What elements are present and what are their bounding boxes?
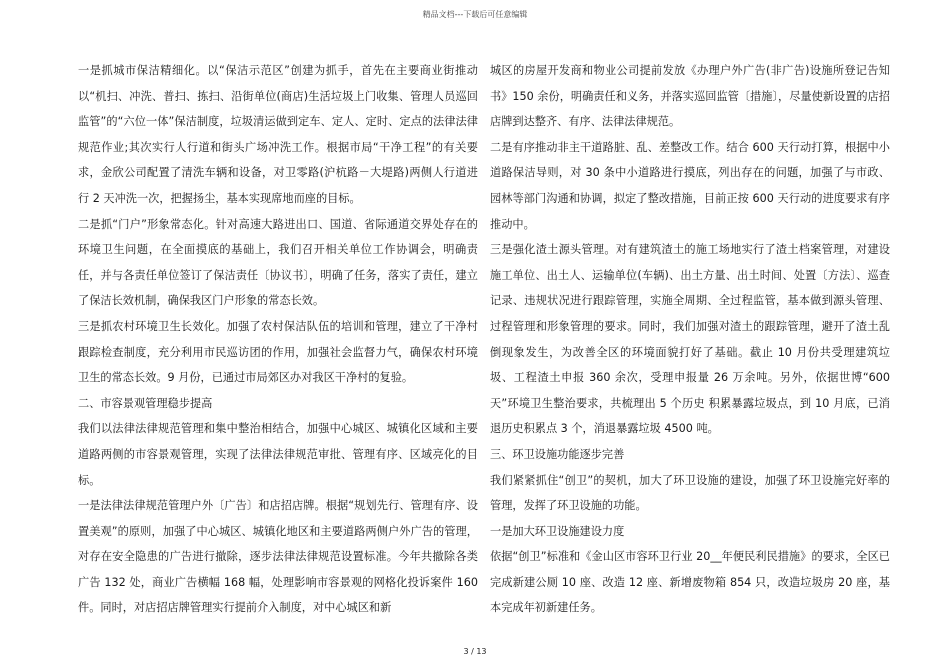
page-number: 3 / 13 — [463, 647, 487, 656]
paragraph-facilities-intro: 我们紧紧抓住“创卫”的契机，加大了环卫设施的建设，加强了环卫设施完好率的管理，发挥了环卫设施的功能。 — [490, 473, 890, 513]
paragraph-rural-hygiene: 三是抓农村环境卫生长效化。加强了农村保洁队伍的培训和管理，建立了干净村跟踪检查制度，充分利用市民巡访团的作用，加强社会监督力气，确保农村环境卫生的常态长效。9 月份，已通过市局郊区办对我区干净村的复验。 — [78, 319, 478, 385]
left-column — [78, 58, 478, 621]
paragraph-facilities-standard: 依据“创卫”标准和《金山区市容环卫行业 20__年便民利民措施》的要求，全区已完成新建公厕 10 座、改造 12 座、新增废物箱 854 只，改造垃圾房 20 座，基本完成年初新建任务。 — [490, 550, 890, 615]
paragraph-ads-continued: 城区的房屋开发商和物业公司提前发放《办理户外广告(非广告)设施所登记告知书》150 余份，明确责任和义务，并落实巡回监管〔措施〕，尽量使新设置的店招店牌到达整齐、有序、法律法律规范。 — [490, 64, 890, 129]
section-heading-cityscape: 二、市容景观管理稳步提高 — [78, 396, 213, 410]
paragraph-gateway-image: 二是抓“门户”形象常态化。针对高速大路进出口、国道、省际通道交界处存在的环境卫生问题，在全面摸底的基础上，我们召开相关单位工作协调会，明确责任，并与各责任单位签订了保洁责任〔协议书〕，明确了任务，落实了责任，建立了保洁长效机制，确保我区门户形象的常态长效。 — [78, 217, 478, 308]
paragraph-outdoor-ads: 一是法律法律规范管理户外〔广告〕和店招店牌。根据“规划先行、管理有序、设置美观”的原则，加强了中心城区、城镇化地区和主要道路两侧户外广告的管理，对存在安全隐患的广告进行撤除，逐步法律法律规范设置标准。今年共撤除各类广告 132 处，商业广告横幅 168 幅，处理影响市容景观的网格化投诉案件 160 件。同时，对店招店牌管理实行提前介入制度，对中心城区和新 — [78, 499, 478, 615]
paragraph-street-cleaning: 一是抓城市保洁精细化。以“保洁示范区”创建为抓手，首先在主要商业街推动以“机扫、冲洗、普扫、拣扫、沿街单位(商店)生活垃圾上门收集、管理人员巡回监管”的“六位一体”保洁制度，垃圾清运做到定车、定人、定时、定点的法律法律规范作业;其次实行人行道和街头广场冲洗工作。根据市局“干净工程”的有关要求，金欣公司配置了清洗车辆和设备，对卫零路(沪杭路－大堤路)两侧人行道进行 2 天冲洗一次，把握扬尘，基本实现席地而座的目标。 — [78, 64, 478, 205]
right-column — [490, 58, 890, 621]
paragraph-road-rectification: 二是有序推动非主干道路脏、乱、差整改工作。结合 600 天行动打算，根据中小道路保洁导则，对 30 条中小道路进行摸底，列出存在的问题，加强了与市政、园林等部门沟通和协调，拟定了整改措施，目前正按 600 天行动的进度要求有序推动中。 — [490, 140, 890, 231]
page-header: 精品文档---下载后可任意编辑 — [422, 10, 528, 19]
paragraph-cityscape-intro: 我们以法律法律规范管理和集中整治相结合，加强中心城区、城镇化区域和主要道路两侧的市容景观管理，实现了法律法律规范审批、管理有序、区域亮化的目标。 — [78, 422, 478, 487]
paragraph-construction-waste: 三是强化渣土源头管理。对有建筑渣土的施工场地实行了渣土档案管理，对建设施工单位、出土人、运输单位(车辆)、出土方量、出土时间、处置〔方法〕、巡查记录、违规状况进行跟踪管理，实施全周期、全过程监管，基本做到源头管理、过程管理和形象管理的要求。同时，我们加强对渣土的跟踪管理，避开了渣土乱倒现象发生，为改善全区的环境面貌打好了基础。截止 10 月份共受理建筑垃圾、工程渣土申报 360 余次，受理申报量 26 万余吨。另外，依据世博“600 天”环境卫生整治要求，共梳理出 5 个历史 积累暴露垃圾点，到 10 月底，已消退历史积累点 3 个，消退暴露垃圾 4500 吨。 — [490, 243, 890, 436]
section-heading-facilities: 三、环卫设施功能逐步完善 — [490, 447, 625, 461]
paragraph-facilities-construction: 一是加大环卫设施建设力度 — [490, 524, 625, 538]
